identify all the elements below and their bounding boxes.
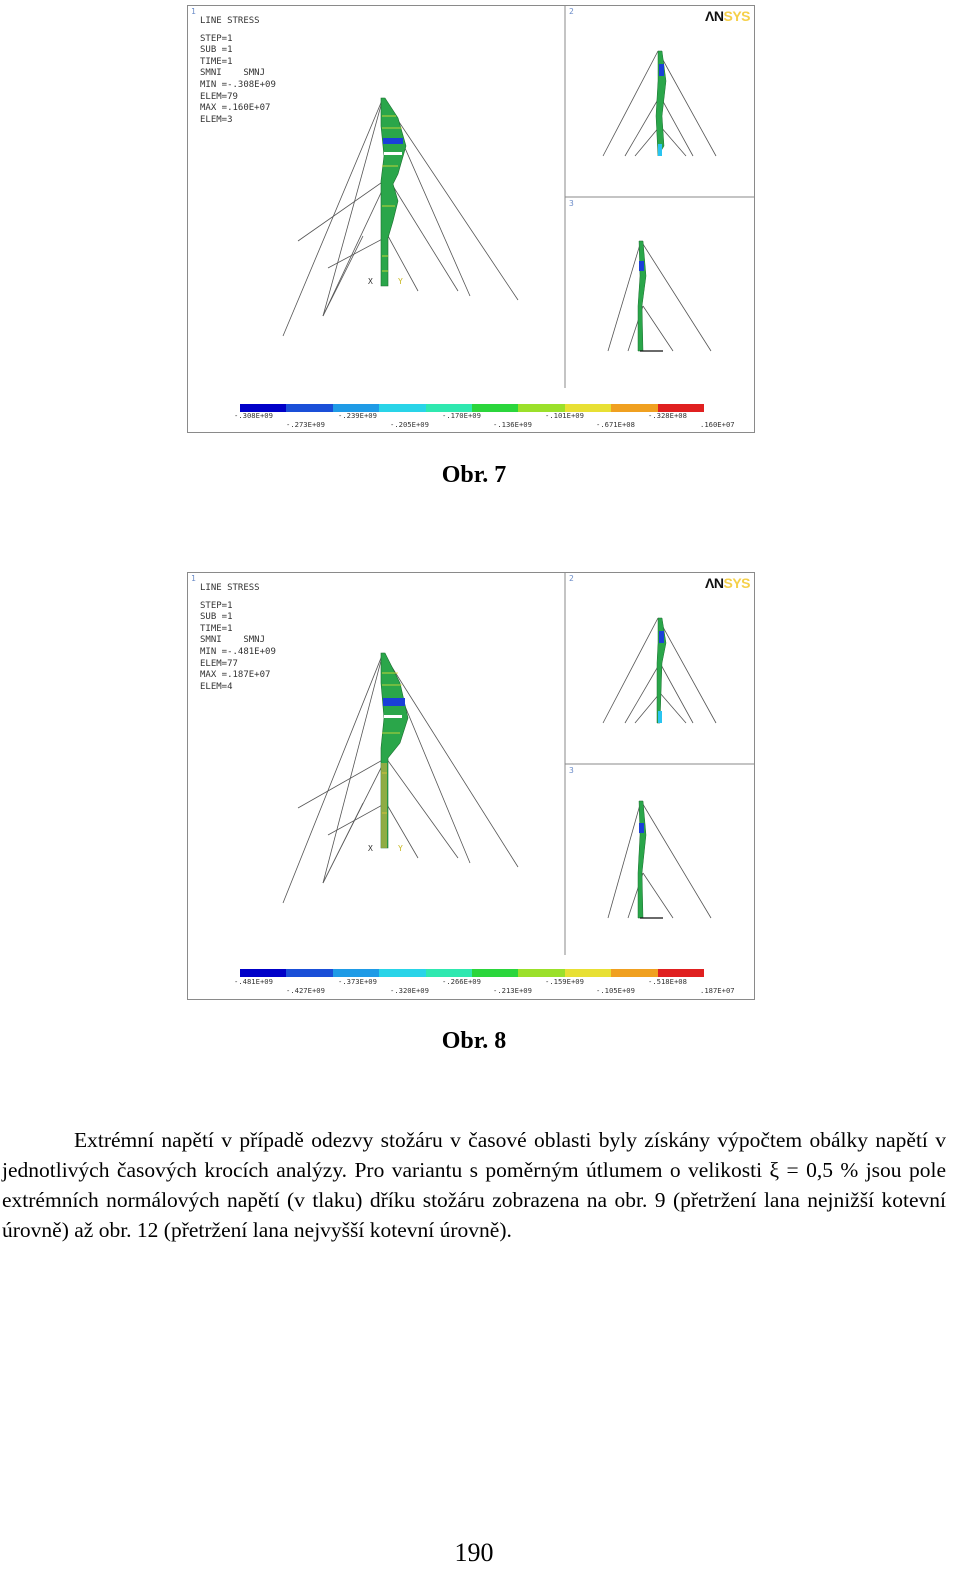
info-line: SUB =1 [200,45,233,56]
legend-label: -.320E+09 [390,986,429,995]
body-paragraph-text: Extrémní napětí v případě odezvy stožáru v časové oblasti byly získány výpočtem obálky napětí v jednotlivých časových krocích analýzy. Pro variantu s poměrným útlumem o velikosti ξ = 0,5 % jsou pole extrémních normálových napětí (v tlaku) dříku stožáru zobrazena na obr. 9 (přetržení lana nejnižší kotevní úrovně) až obr. 12 (přetržení lana nejvyšší kotevní úrovně). [2,1127,946,1242]
result-info-block [200,16,276,126]
legend-label: -.427E+09 [286,986,325,995]
info-line: ELEM=3 [200,114,233,125]
info-line: STEP=1 [200,33,233,44]
result-info-block [200,583,276,693]
legend-label: -.239E+09 [338,411,377,420]
legend-swatch [426,969,472,977]
legend-label: -.136E+09 [493,420,532,429]
legend-swatch [518,969,564,977]
legend-label: -.671E+08 [596,420,635,429]
axis-label-x: X [368,844,373,853]
viewport-number-2: 2 [569,7,574,16]
legend-label: -.213E+09 [493,986,532,995]
legend-label: .160E+07 [700,420,735,429]
legend-swatch [658,969,704,977]
figure-caption-7: Obr. 7 [441,462,507,488]
axis-label-y: Y [398,277,403,286]
info-line: MAX =.160E+07 [200,103,271,114]
body-paragraph [2,1125,946,1245]
color-legend-bar [240,969,704,977]
info-line: ELEM=4 [200,681,233,692]
legend-label: -.308E+09 [234,411,273,420]
legend-swatch [286,404,332,412]
info-line: MAX =.187E+07 [200,670,271,681]
page-number: 190 [454,1538,494,1567]
legend-swatch [472,969,518,977]
info-line: MIN =-.481E+09 [200,646,276,657]
legend-label: -.273E+09 [286,420,325,429]
legend-label: -.170E+09 [442,411,481,420]
axis-label-x: X [368,277,373,286]
info-line: TIME=1 [200,56,233,67]
legend-swatch [240,969,286,977]
legend-label: -.101E+09 [545,411,584,420]
info-line: MIN =-.308E+09 [200,79,276,90]
legend-swatch [333,969,379,977]
axis-label-y: Y [398,844,403,853]
viewport-number-1: 1 [191,7,196,16]
info-line: STEP=1 [200,600,233,611]
ansys-logo: ΛNSYS [705,575,750,591]
viewport-number-3: 3 [569,199,574,208]
info-line: ELEM=79 [200,91,238,102]
figure-obr-8 [187,572,755,1000]
info-line: ELEM=77 [200,658,238,669]
legend-swatch [286,969,332,977]
viewport-number-3: 3 [569,766,574,775]
ansys-logo: ΛNSYS [705,8,750,24]
legend-label: .187E+07 [700,986,735,995]
legend-label: -.159E+09 [545,977,584,986]
viewport-number-1: 1 [191,574,196,583]
legend-label: -.105E+09 [596,986,635,995]
info-line: SUB =1 [200,612,233,623]
figure-obr-7 [187,5,755,433]
legend-swatch [611,969,657,977]
info-line: LINE STRESS [200,16,260,26]
legend-label: -.518E+08 [648,977,687,986]
figure-caption-8: Obr. 8 [441,1028,507,1054]
legend-label: -.481E+09 [234,977,273,986]
legend-label: -.328E+08 [648,411,687,420]
info-line: LINE STRESS [200,583,260,593]
legend-label: -.266E+09 [442,977,481,986]
info-line: SMNI SMNJ [200,68,266,79]
legend-label: -.205E+09 [390,420,429,429]
info-line: SMNI SMNJ [200,635,266,646]
legend-label: -.373E+09 [338,977,377,986]
legend-swatch [379,404,425,412]
viewport-number-2: 2 [569,574,574,583]
legend-swatch [565,969,611,977]
legend-swatch [379,969,425,977]
info-line: TIME=1 [200,623,233,634]
